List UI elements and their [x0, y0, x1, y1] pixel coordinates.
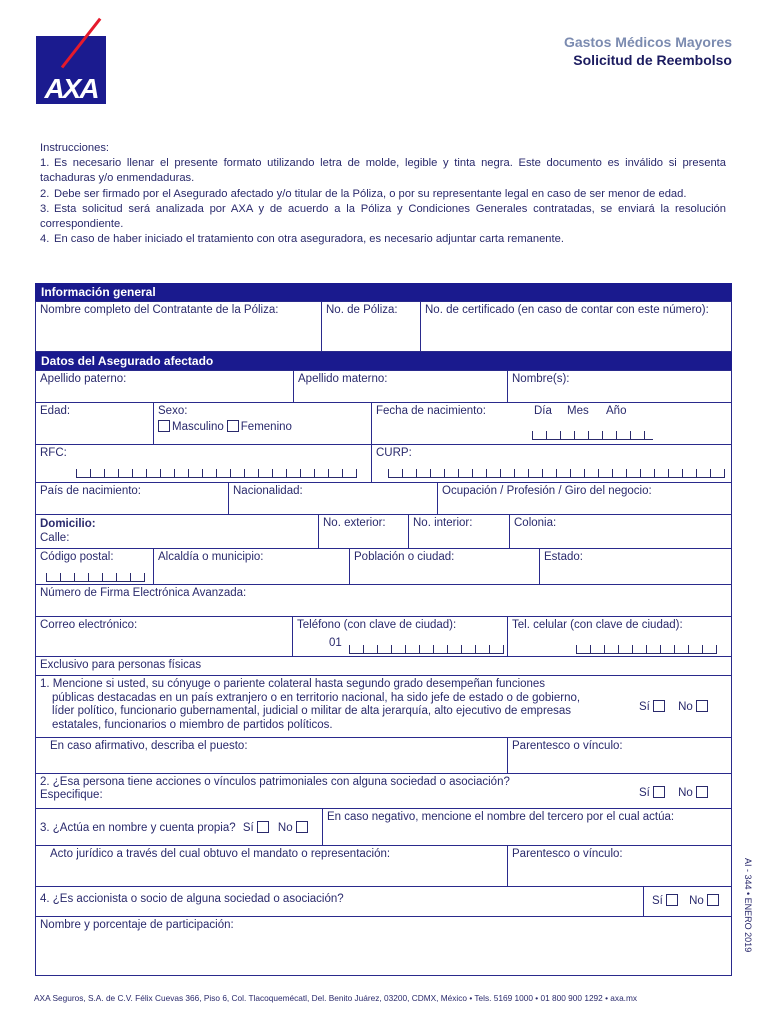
instruction-item: 2. Debe ser firmado por el Asegurado afectado y/o titular de la Póliza, o por su representante legal en caso de ser menor de edad.: [40, 187, 687, 200]
domicilio-label: Domicilio:: [40, 518, 96, 530]
q3-no-checkbox[interactable]: [296, 821, 308, 833]
femenino-checkbox[interactable]: [227, 420, 239, 432]
participacion-field[interactable]: Nombre y porcentaje de participación:: [35, 916, 732, 976]
curp-field[interactable]: CURP:: [371, 444, 732, 483]
form-code: AI - 344 • ENERO 2019: [743, 858, 753, 953]
q1-no-checkbox[interactable]: [696, 700, 708, 712]
ocupacion-field[interactable]: Ocupación / Profesión / Giro del negocio:: [437, 482, 732, 515]
q4-text: 4. ¿Es accionista o socio de alguna sociedad o asociación?: [40, 893, 344, 905]
section-asegurado-header: Datos del Asegurado afectado: [35, 352, 732, 370]
acto-juridico-field[interactable]: Acto jurídico a través del cual obtuvo el mandato o representación:: [35, 845, 508, 887]
q4-si-label: Sí: [652, 895, 663, 907]
instruction-item: 4. En caso de haber iniciado el tratamiento con otra aseguradora, es necesario adjuntar carta remanente.: [40, 233, 564, 246]
poblacion-field[interactable]: Población o ciudad:: [349, 548, 540, 585]
q3-no-label: No: [277, 822, 293, 834]
alcaldia-field[interactable]: Alcaldía o municipio:: [153, 548, 350, 585]
pais-field[interactable]: País de nacimiento:: [35, 482, 229, 515]
certificado-field[interactable]: No. de certificado (en caso de contar con este número):: [420, 301, 732, 352]
fecha-ticks: [532, 431, 653, 440]
telefono-field[interactable]: Teléfono (con clave de ciudad): 01: [292, 616, 508, 657]
femenino-label: Femenino: [240, 421, 292, 433]
q1-options: [639, 700, 710, 715]
tel-prefix: 01: [329, 637, 342, 649]
parentesco-field[interactable]: Parentesco o vínculo:: [507, 737, 732, 774]
instruction-item: 1. Es necesario llenar el presente formato utilizando letra de molde, legible y tinta negra. Este documento es inválido si presenta tachaduras y/o enmendaduras.: [40, 157, 726, 185]
cp-ticks: [46, 573, 145, 582]
sexo-field: [153, 402, 372, 445]
q2-si-label: Sí: [639, 787, 650, 799]
q4-block: [35, 886, 644, 917]
q1-text-3: líder político, funcionario gubernamental, judicial o militar de alta jerarquía, alto ejecutivo de empresas: [52, 705, 572, 717]
estado-field[interactable]: Estado:: [539, 548, 732, 585]
especifique-label: Especifique:: [40, 789, 103, 801]
axa-logo: [36, 36, 106, 104]
q4-si-checkbox[interactable]: [666, 894, 678, 906]
masculino-label: Masculino: [172, 421, 224, 433]
edad-field[interactable]: Edad:: [35, 402, 154, 445]
anio-label: Año: [606, 405, 627, 417]
puesto-field[interactable]: En caso afirmativo, describa el puesto:: [35, 737, 508, 774]
parentesco2-field[interactable]: Parentesco o vínculo:: [507, 845, 732, 887]
celular-field[interactable]: Tel. celular (con clave de ciudad):: [507, 616, 732, 657]
q3-si-checkbox[interactable]: [257, 821, 269, 833]
instruction-item: 3. Esta solicitud será analizada por AXA y de acuerdo a la Póliza y Condiciones Generales contratadas, se enviará la resolución correspondiente.: [40, 202, 726, 231]
q1-text-2: públicas destacadas en un país extranjero o en territorio nacional, ha sido jefe de estado o de gobierno,: [52, 691, 581, 704]
header-product: Gastos Médicos Mayores: [563, 34, 732, 50]
no-exterior-field[interactable]: No. exterior:: [318, 514, 409, 549]
curp-ticks: [388, 469, 725, 478]
rfc-field[interactable]: RFC:: [35, 444, 372, 483]
contratante-field[interactable]: Nombre completo del Contratante de la Póliza:: [35, 301, 322, 352]
q1-si-checkbox[interactable]: [653, 700, 665, 712]
tercero-field[interactable]: En caso negativo, mencione el nombre del tercero por el cual actúa:: [322, 808, 732, 846]
q3-si-label: Sí: [242, 822, 254, 834]
q2-text: 2. ¿Esa persona tiene acciones o vínculos patrimoniales con alguna sociedad o asociación?: [40, 776, 510, 788]
celular-ticks: [576, 645, 717, 654]
header-title: Solicitud de Reembolso: [573, 52, 732, 68]
q2-si-checkbox[interactable]: [653, 786, 665, 798]
nacionalidad-field[interactable]: Nacionalidad:: [228, 482, 438, 515]
codigo-postal-field[interactable]: Código postal:: [35, 548, 154, 585]
instructions: [40, 141, 726, 247]
nombres-field[interactable]: Nombre(s):: [507, 370, 732, 403]
section-general-header: Información general: [35, 283, 732, 301]
masculino-checkbox[interactable]: [158, 420, 170, 432]
q4-no-checkbox[interactable]: [707, 894, 719, 906]
footer: AXA Seguros, S.A. de C.V. Félix Cuevas 366, Piso 6, Col. Tlacoquemécatl, Del. Benito Juárez, 03200, CDMX, México • Tels. 5169 1000 • 01 800 900 1292 • axa.mx: [34, 993, 638, 1003]
rfc-ticks: [76, 469, 357, 478]
q4-no-label: No: [689, 895, 704, 907]
fecha-nacimiento-field[interactable]: Fecha de nacimiento: Día Mes Año: [371, 402, 732, 445]
instructions-title: Instrucciones:: [40, 142, 110, 154]
no-interior-field[interactable]: No. interior:: [408, 514, 510, 549]
section-fisicas-header: Exclusivo para personas físicas: [35, 656, 732, 676]
q1-si-label: Sí: [639, 701, 650, 713]
q2-no-checkbox[interactable]: [696, 786, 708, 798]
q1-block: [35, 675, 732, 738]
firma-electronica-field[interactable]: Número de Firma Electrónica Avanzada:: [35, 584, 732, 617]
colonia-field[interactable]: Colonia:: [509, 514, 732, 549]
q1-text: 1. Mencione si usted, su cónyuge o pariente colateral hasta segundo grado desempeñan funciones: [40, 678, 546, 690]
q3-block: [35, 808, 323, 846]
calle-label: Calle:: [40, 532, 70, 544]
mes-label: Mes: [567, 405, 589, 417]
q3-text: 3. ¿Actúa en nombre y cuenta propia?: [40, 822, 236, 834]
sexo-label: Sexo:: [158, 405, 188, 417]
q1-text-4: estatales, funcionarios o miembro de partidos políticos.: [52, 718, 333, 731]
logo-slash: [61, 18, 102, 69]
q2-options: [639, 786, 710, 800]
apellido-materno-field[interactable]: Apellido materno:: [293, 370, 508, 403]
q1-no-label: No: [678, 701, 693, 713]
q2-block: [35, 773, 732, 809]
q2-no-label: No: [678, 787, 693, 799]
domicilio-field[interactable]: [35, 514, 319, 549]
q4-options: [643, 886, 732, 917]
dia-label: Día: [534, 405, 552, 417]
logo-text: AXA: [44, 73, 98, 104]
correo-field[interactable]: Correo electrónico:: [35, 616, 293, 657]
telefono-ticks: [349, 645, 504, 654]
apellido-paterno-field[interactable]: Apellido paterno:: [35, 370, 294, 403]
poliza-field[interactable]: No. de Póliza:: [321, 301, 421, 352]
